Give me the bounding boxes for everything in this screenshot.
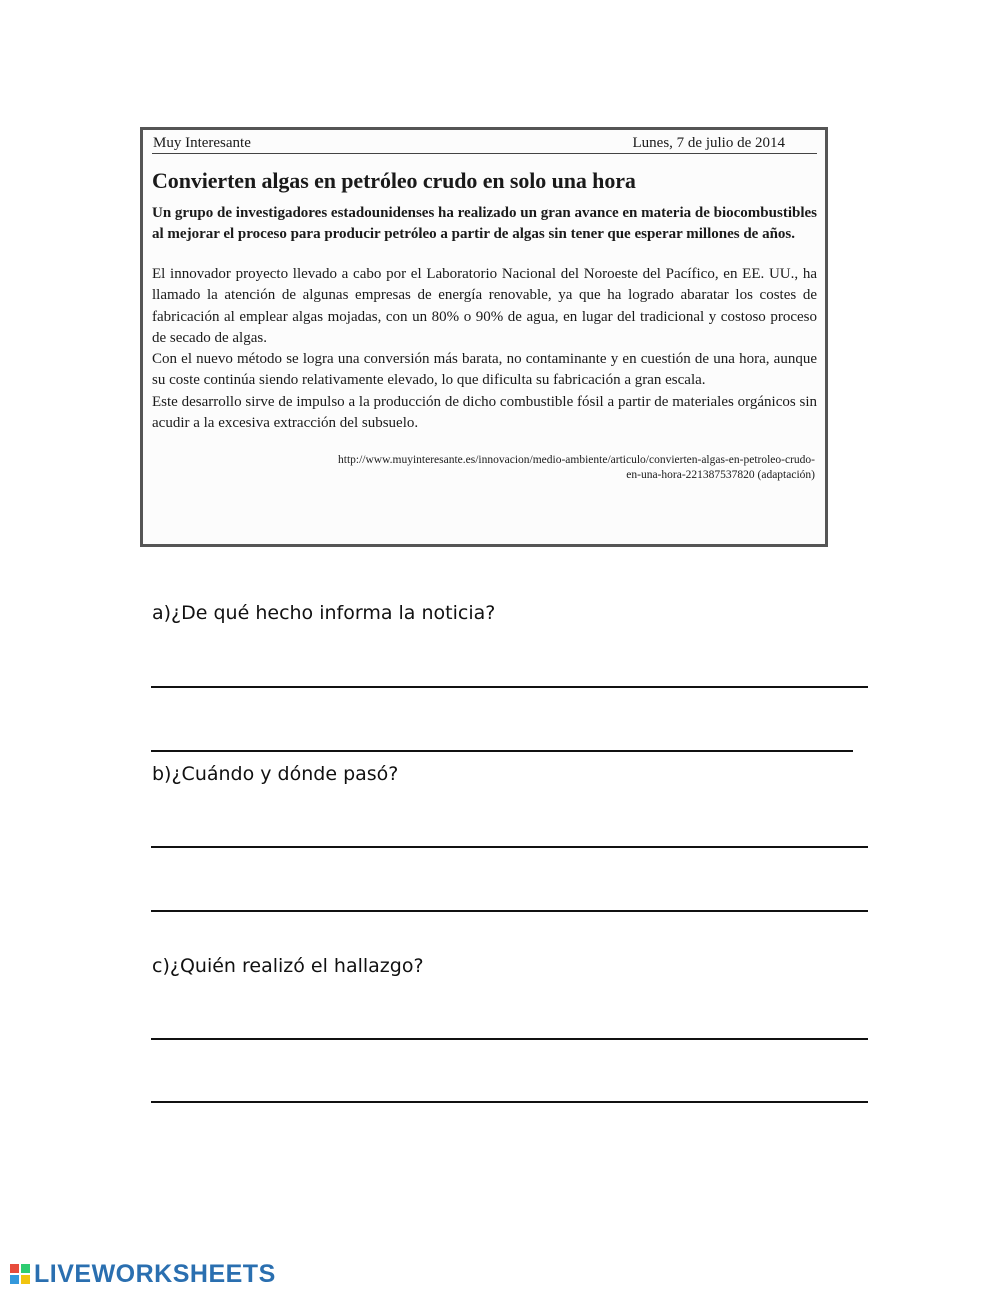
- logo-grid-icon: [10, 1264, 30, 1284]
- answer-line-c1[interactable]: [151, 1038, 868, 1040]
- article-date: Lunes, 7 de julio de 2014: [632, 135, 785, 151]
- article-title: Convierten algas en petróleo crudo en solo una hora: [152, 168, 636, 193]
- liveworksheets-logo[interactable]: [10, 1260, 276, 1288]
- article-header: [152, 134, 817, 154]
- article-url-line: en-una-hora-221387537820 (adaptación): [626, 469, 815, 482]
- article-lead: Un grupo de investigadores estadounidenses ha realizado un gran avance en materia de biocombustibles al mejorar el proceso para producir petróleo a partir de algas sin tener que esperar millones de años.: [152, 205, 817, 242]
- answer-line-b2[interactable]: [151, 910, 868, 912]
- logo-square: [10, 1264, 19, 1273]
- article-body: [152, 264, 817, 434]
- answer-line-b1[interactable]: [151, 846, 868, 848]
- question-a: a)¿De qué hecho informa la noticia?: [152, 602, 496, 624]
- logo-square: [10, 1275, 19, 1284]
- answer-line-a1[interactable]: [151, 686, 868, 688]
- article-url: [152, 453, 817, 483]
- article-url-line: http://www.muyinteresante.es/innovacion/medio-ambiente/articulo/convierten-algas-en-petroleo-crudo-: [338, 454, 815, 467]
- question-c: c)¿Quién realizó el hallazgo?: [152, 955, 424, 977]
- logo-text: LIVEWORKSHEETS: [34, 1259, 276, 1288]
- news-article-box: [140, 127, 828, 547]
- answer-line-a2[interactable]: [151, 750, 853, 752]
- article-source: Muy Interesante: [153, 135, 251, 151]
- article-paragraph: El innovador proyecto llevado a cabo por el Laboratorio Nacional del Noroeste del Pacífico, en EE. UU., ha llamado la atención de algunas empresas de energía renovable, ya que ha logrado abaratar los costes de fabricación al emplear algas mojadas, con un 80% o 90% de agua, en lugar del tradicional y costoso proceso de secado de algas.: [152, 266, 817, 346]
- logo-square: [21, 1275, 30, 1284]
- question-b: b)¿Cuándo y dónde pasó?: [152, 763, 399, 785]
- article-paragraph: Este desarrollo sirve de impulso a la producción de dicho combustible fósil a partir de materiales orgánicos sin acudir a la excesiva extracción del subsuelo.: [152, 393, 817, 432]
- article-paragraph: Con el nuevo método se logra una conversión más barata, no contaminante y en cuestión de una hora, aunque su coste continúa siendo relativamente elevado, lo que dificulta su fabricación a gran escala.: [152, 351, 817, 389]
- logo-square: [21, 1264, 30, 1273]
- answer-line-c2[interactable]: [151, 1101, 868, 1103]
